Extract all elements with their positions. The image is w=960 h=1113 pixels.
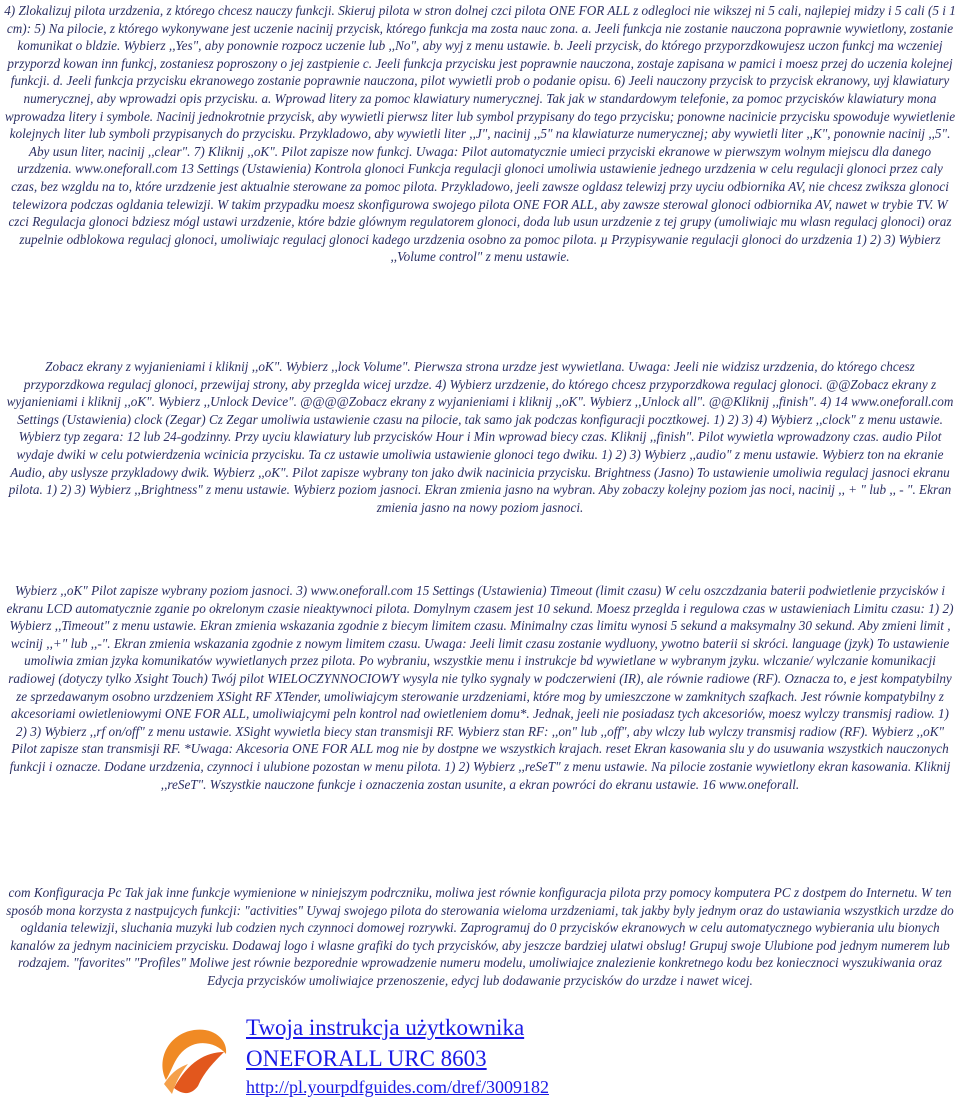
source-url-link[interactable]: http://pl.yourpdfguides.com/dref/3009182 — [246, 1077, 549, 1097]
orange-pdfguides-swirl-icon — [154, 1022, 234, 1102]
paragraph-timeout-language-rf-reset — [4, 582, 956, 793]
paragraph-text: Zobacz ekrany z wyjanieniami i kliknij ,,oK". Wybierz ,,lock Volume". Pierwsza strona urzdze jest wywietlana. Uwaga: Jeeli nie widzisz urzdzenia, do którego chcesz przyporzdkowa regulacj glonoci, przewijaj strony, aby przeglda wicej urzdze. 4) Wybierz urzdzenie, do którego chcesz przyporzdkowa regulacj glonoci. @@Zobacz ekrany z wyjanieniami i kliknij ,,oK". Wybierz ,,Unlock Device". @@@@Zobacz ekrany z wyjanieniami i kliknij ,,oK". Wybierz ,,Unlock all". @@Kliknij ,,finish". 4) 14 www.oneforall.com Settings (Ustawienia) clock (Zegar) Cz Zegar umoliwia ustawienie czasu na pilocie, tak samo jak podczas konfiguracji pocztkowej. 1) 2) 3) 4) Wybierz ,,clock" z menu ustawie. Wybierz typ zegara: 12 lub 24-godzinny. Przy uyciu klawiatury lub przycisków Hour i Min wprowad biecy czas. Kliknij ,,finish". Pilot wywietla wprowadzony czas. audio Pilot wydaje dwiki w celu potwierdzenia wcinicia przycisku. Ta cz ustawie umoliwia ustawienie glonoci tego dwiku. 1) 2) 3) Wybierz ,,audio" z menu ustawie. Wybierz ton na ekranie Audio, aby uslysze przykladowy dwik. Wybierz ,,oK". Pilot zapisze wybrany ton jako dwik nacinicia przycisku. Brightness (Jasno) To ustawienie umoliwia regulacj jasnoci ekranu pilota. 1) 2) 3) Wybierz ,,Brightness" z menu ustawie. Wybierz poziom jasnoci. Ekran zmienia jasno na wybran. Aby zobaczy kolejny poziom jas noci, nacinij ,, + " lub ,, - ". Ekran zmienia jasno na nowy poziom jasnoci. — [6, 359, 954, 515]
paragraph-pc-configuration — [4, 884, 956, 990]
manual-title-link[interactable]: Twoja instrukcja użytkownika — [246, 1015, 525, 1040]
paragraph-text: com Konfiguracja Pc Tak jak inne funkcje wymienione w niniejszym podrczniku, moliwa jest równie konfiguracja pilota przy pomocy komputera PC z dostpem do Internetu. W ten sposób mona korzysta z nastpujcych funkcji: "activities" Uywaj swojego pilota do sterowania wieloma urzdzeniami, tak jakby byly jednym oraz do ustawiania wszystkich urzdze do ogldania telewizji, sluchania muzyki lub codzien nych czynnoci domowej rozrywki. Zaprogramuj do 0 przycisków ekranowych w celu automatycznego wybierania ulu bionych kanalów za jednym naciniciem przycisku. Dodawaj logo i wlasne grafiki do tych przycisków, aby jeszcze bardziej ulatwi obslug! Grupuj swoje Ulubione pod jednym numerem lub rodzajem. "favorites" "Profiles" Moliwe jest równie bezporednie wprowadzenie numeru modelu, umoliwiajce znalezienie konkretnego kodu bez koniecznoci wyszukiwania oraz Edycja przycisków umoliwiajce przenoszenie, edycj lub dodawanie przycisków do urzdze i nawet wicej. — [6, 885, 954, 988]
paragraph-text: Wybierz ,,oK" Pilot zapisze wybrany poziom jasnoci. 3) www.oneforall.com 15 Settings (Ustawienia) Timeout (limit czasu) W celu oszczdzania baterii podwietlenie przycisków i ekranu LCD automatycznie zganie po okrelonym czasie nieaktywnoci pilota. Domylnym czasem jest 10 sekund. Moesz przeglda i regulowa czas w ustawieniach Limitu czasu: 1) 2) Wybierz ,,Timeout" z menu ustawie. Ekran zmienia wskazania zgodnie z biecym limitem czasu. Minimalny czas limitu wynosi 5 sekund a maksymalny 30 sekund. Aby zmieni limit , wcinij ,,+" lub ,,-". Ekran zmienia wskazania zgodnie z nowym limitem czasu. Uwaga: Jeeli limit czasu zostanie wydluony, ywotno baterii si skróci. language (jzyk) To ustawienie umoliwia zmian jzyka komunikatów wywietlanych przez pilota. Po wybraniu, wszystkie menu i instrukcje bd wywietlane w wybranym jzyku. wlczanie/ wylczanie komunikacji radiowej (dotyczy tylko Xsight Touch) Twój pilot WIELOCZYNNOCIOWY wysyla nie tylko sygnaly w podczerwieni (IR), ale równie radiowe (RF). Oznacza to, e jest kompatybilny ze sprzedawanym osobno urzdzeniem XSight RF XTender, umoliwiajcym sterowanie urzdzeniami, które mog by umieszczone w zamknitych szafkach. Jest równie kompatybilny z akcesoriami owietleniowymi ONE FOR ALL, umoliwiajcymi peln kontrol nad owietleniem domu*. Jednak, jeeli nie posiadasz tych akcesoriów, moesz wylczy transmisj radiow. 1) 2) 3) Wybierz ,,rf on/off" z menu ustawie. XSight wywietla biecy stan transmisji RF. Wybierz stan RF: ,,on" lub ,,off", aby wlczy lub wylczy transmisj radiow (RF). Wybierz ,,oK" Pilot zapisze stan transmisji RF. *Uwaga: Akcesoria ONE FOR ALL mog nie by dostpne we wszystkich krajach. reset Ekran kasowania slu y do usuwania wszystkich nauczonych funkcji i oznacze. Dodane urzdzenia, czynnoci i ulubione pozostan w menu pilota. 1) 2) Wybierz ,,reSeT" z menu ustawie. Na pilocie zostanie wywietlony ekran kasowania. Kliknij ,,reSeT". Wszystkie nauczone funkcje i oznaczenia zostan usunite, a ekran powróci do ekranu ustawie. 16 www.oneforall. — [6, 583, 954, 792]
paragraph-clock-audio-brightness — [4, 358, 956, 516]
footer-links — [246, 1012, 549, 1101]
paragraph-text: 4) Zlokalizuj pilota urzdzenia, z którego chcesz nauczy funkcji. Skieruj pilota w stron dolnej czci pilota ONE FOR ALL z odlegloci nie wikszej ni 5 cali, najlepiej midzy i 5 cali (5 i 1 cm): 5) Na pilocie, z którego wykonywane jest uczenie nacinij przycisk, którego funkcja ma zosta nauc zona. a. Jeeli funkcja nie zostanie nauczona poprawnie wywietlony, zostanie komunikat o bldzie. Wybierz ,,Yes", aby ponownie rozpocz uczenie lub ,,No", aby wyj z menu ustawie. b. Jeeli przycisk, do którego przyporzdkowujesz uczon funkcj ma wczeniej przyporzd kowan inn funkcj, zostaniesz poproszony o jej zastpienie c. Jeeli funkcja przycisku jest poprawnie nauczona, zostaje zapisana w pamici i moesz przej do uczenia kolejnej funkcji. d. Jeeli funkcja przycisku ekranowego zostanie poprawnie nauczona, pilot wywietli prob o podanie opisu. 6) Jeeli nauczony przycisk to przycisk ekranowy, uyj klawiatury numerycznej, aby wprowadzi opis przycisku. a. Wprowad litery za pomoc klawiatury numerycznej. Tak jak w standardowym telefonie, za pomoc przycisków klawiatury mona wprowadza litery i symbole. Nacinij jednokrotnie przycisk, aby wywietli pierwsz liter lub symbol przypisany do tego przycisku; ponowne nacinicie przycisku spowoduje wywietlenie kolejnych liter lub symboli przypisanych do przycisku. Przykladowo, aby wywietli liter ,,J", nacinij ,,5" na klawiaturze numerycznej; aby wywietli liter ,,K", ponownie nacinij ,,5". Aby usun liter, nacinij ,,clear". 7) Kliknij ,,oK". Pilot zapisze now funkcj. Uwaga: Pilot automatycznie umieci przyciski ekranowe w pierwszym wolnym miejscu dla danego urzdzenia. www.oneforall.com 13 Settings (Ustawienia) Kontrola glonoci Funkcja regulacji glonoci umoliwia ustawienie jednego urzdzenia w celu regulacji glonoci przez caly czas, bez wzgldu na to, które urzdzenie jest aktualnie sterowane za pomoc pilota. Przykladowo, jeeli zawsze ogldasz telewizj przy uyciu odbiornika AV, nie chcesz zwiksza glonoci telewizora podczas ogldania telewizji. W takim przypadku moesz skonfigurowa swojego pilota ONE FOR ALL, aby zawsze sterowal glonoci odbiornika AV, nawet w trybie TV. W czci Regulacja glonoci bdziesz mógl ustawi urzdzenie, które bdzie glównym regulatorem glonoci, doda lub usun urzdzenie z tej grupy (umoliwiajc mu wlasn regulacj glonoci) oraz zupelnie odblokowa regulacj glonoci, umoliwiajc regulacj glonoci kadego urzdzenia osobno za pomoc pilota. µ Przypisywanie regulacji glonoci do urzdzenia 1) 2) 3) Wybierz ,,Volume control" z menu ustawie. — [4, 3, 956, 265]
footer-banner — [150, 1012, 710, 1112]
paragraph-learning-volume — [4, 2, 956, 266]
product-model-link[interactable]: ONEFORALL URC 8603 — [246, 1046, 487, 1071]
